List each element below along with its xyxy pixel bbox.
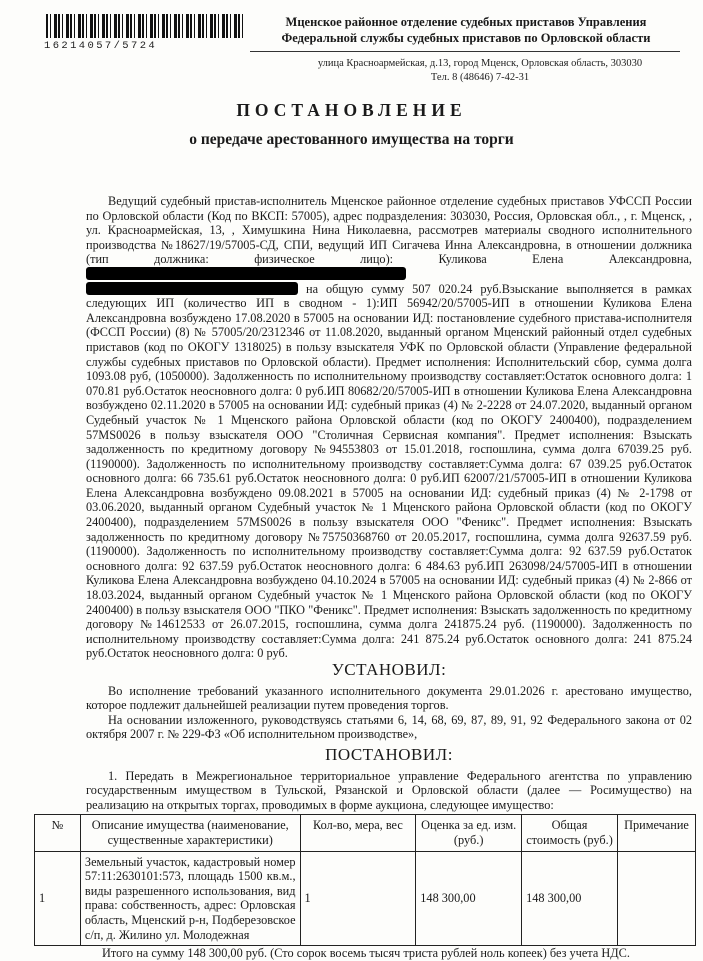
col-header-note: Примечание <box>617 815 695 851</box>
intro-text-2: на общую сумму 507 020.24 руб.Взыскание выполняется в рамках следующих ИП (количество ИП в сводном - 1):ИП 56942/20/57005-ИП в отношении Куликова Елена Александровна возбуждено 17.08.2020 в 57005 на основании ИД: постановление судебного пристава-исполнителя (ФССП России) (8) № 57005/20/2312346 от 11.08.2020, выданный органом Мценский районный отдел судебных приставов (код по ОКОГУ 1318025) в пользу взыскателя УФК по Орловской области (Управление федеральной службы судебных приставов по Орловской области). Предмет исполнения: Исполнительский сбор, сумма долга 1093.08 руб, (1050000). Задолженность по исполнительному производству составляет:Остаток основного долга: 1 070.81 руб.Остаток неосновного долга: 0 руб.ИП 80682/20/57005-ИП в отношении Куликова Елена Александровна возбуждено 02.11.2020 в 57005 на основании ИД: судебный приказ (4) № 2-2228 от 24.07.2020, выданный органом Судебный участок № 1 Мценского района Орловской области (код по ОКОГУ 2400400), подразделением 57MS0026 в пользу взыскателя ООО "Столичная Сервисная компания". Предмет исполнения: Взыскать задолженность по кредитному договору №94553803 от 15.01.2018, госпошлина, сумма долга 67039.25 руб. (1190000). Задолженность по исполнительному производству составляет:Сумма долга: 67 039.25 руб.Остаток основного долга: 66 735.61 руб.Остаток неосновного долга: 0 руб.ИП 62007/21/57005-ИП в отношении Куликова Елена Александровна возбуждено 09.08.2021 в 57005 на основании ИД: судебный приказ (4) № 2-1798 от 03.06.2020, выданный органом Судебный участок № 1 Мценского района Орловской области (код по ОКОГУ 2400400), подразделением 57MS0026 в пользу взыскателя ООО "Феникс". Предмет исполнения: Взыскать задолженность по кредитному договору №75750368760 от 20.05.2017, госпошлина, сумма долга 92637.59 руб. (1190000). Задолженность по исполнительному производству составляет:Сумма долга: 92 637.59 руб.Остаток основного долга: 92 637.59 руб.Остаток неосновного долга: 6 484.63 руб.ИП 263098/24/57005-ИП в отношении Куликова Елена Александровна возбуждено 04.10.2024 в 57005 на основании ИД: судебный приказ (4) № 2-866 от 18.03.2024, выданный органом Судебный участок № 1 Мценского района Орловской области (код по ОКОГУ 2400400) в пользу взыскателя ООО "ПКО "Феникс". Предмет исполнения: Взыскать задолженность по кредитному договору №14612533 от 26.07.2015, госпошлина, сумма долга 241875.24 руб. (1190000). Задолженность по исполнительному производству составляет:Сумма долга: 241 875.24 руб.Остаток основного долга: 241 875.24 руб.Остаток неосновного долга: 0 руб. <box>86 281 692 661</box>
document-body <box>39 194 692 961</box>
col-header-unit-price: Оценка за ед. изм. (руб.) <box>416 815 522 851</box>
redaction-bar <box>86 267 406 280</box>
resolved-heading: ПОСТАНОВИЛ: <box>325 744 453 764</box>
org-name: Мценское районное отделение судебных приставов Управления Федеральной службы судебных приставов по Орловской области <box>281 15 651 45</box>
cell-description: Земельный участок, кадастровый номер 57:11:2630101:573, площадь 1500 кв.м., виды разрешенного использования, вид права: собственность, адрес: Орловская область, Мценский р-н, Подберезовское с/п, д. Жилино ул. Молодежная <box>80 851 300 946</box>
cell-unit-price: 148 300,00 <box>416 851 522 946</box>
phone-line: Тел. 8 (48646) 7-42-31 <box>430 72 530 83</box>
barcode-number: 16214057/5724 <box>44 40 158 52</box>
total-sum: Итого на сумму 148 300,00 руб. (Сто сорок восемь тысяч триста рублей ноль копеек) без учета НДС. <box>102 946 630 961</box>
established-paragraph-1: Во исполнение требований указанного исполнительного документа 29.01.2026 г. арестовано имущество, которое подлежит дальнейшей реализации путем проведения торгов. <box>86 683 692 713</box>
header-divider <box>250 51 680 52</box>
org-address <box>300 57 660 85</box>
col-header-description: Описание имущества (наименование, существенные характеристики) <box>80 815 300 851</box>
col-header-number: № <box>35 815 81 851</box>
barcode <box>46 14 246 38</box>
col-header-quantity: Кол-во, мера, вес <box>300 815 416 851</box>
resolved-paragraph-1: 1. Передать в Межрегиональное территориальное управление Федерального агентства по управлению государственным имуществом в Тульской, Рязанской и Орловской области (далее — Росимущество) на реализацию на открытых торгах, проводимых в форме аукциона, следующее имущество: <box>86 768 692 812</box>
table-row <box>35 851 696 946</box>
established-heading: УСТАНОВИЛ: <box>331 660 447 679</box>
intro-text-1: Ведущий судебный пристав-исполнитель Мценское районное отделение судебных приставов УФССП России по Орловской области (Код по ВКСП: 57005), адрес подразделения: 303030, Россия, Орловская обл., , г. Мценск, , ул. Красноармейская, 13, , Химушкина Нина Николаевна, рассмотрев материалы сводного исполнительного производства №18627/19/57005-СД, СПИ, ведущий ИП Сигачева Инна Александровна, в отношении должника (тип должника: физическое лицо): Куликова Елена Александровна, <box>86 194 692 267</box>
established-paragraph-2: На основании изложенного, руководствуясь статьями 6, 14, 68, 69, 87, 89, 91, 92 Федерального закона от 02 октября 2007 г. № 229-ФЗ «Об исполнительном производстве», <box>86 712 692 742</box>
document-title: ПОСТАНОВЛЕНИЕ <box>236 100 467 120</box>
property-table <box>34 814 696 946</box>
cell-quantity: 1 <box>300 851 416 946</box>
address-line: улица Красноармейская, д.13, город Мценск, Орловская область, 303030 <box>317 58 643 69</box>
cell-number: 1 <box>35 851 81 946</box>
document-subtitle: о передаче арестованного имущества на торги <box>189 131 514 148</box>
cell-note <box>617 851 695 946</box>
cell-total-cost: 148 300,00 <box>522 851 618 946</box>
intro-paragraph <box>86 194 692 661</box>
redaction-bar <box>86 282 298 295</box>
col-header-total-cost: Общая стоимость (руб.) <box>522 815 618 851</box>
table-header-row <box>35 815 696 851</box>
